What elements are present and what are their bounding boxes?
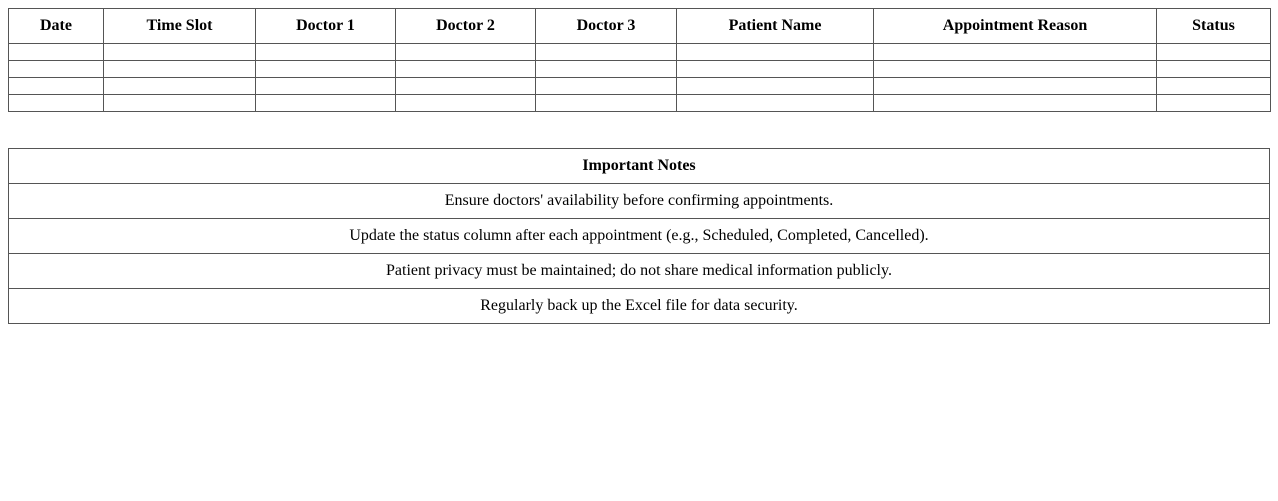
table-cell[interactable]: [396, 78, 536, 95]
table-cell[interactable]: [1157, 61, 1271, 78]
table-cell[interactable]: [677, 78, 874, 95]
list-item: [9, 254, 1270, 289]
table-cell[interactable]: [536, 78, 677, 95]
table-cell[interactable]: [874, 61, 1157, 78]
table-cell[interactable]: [396, 61, 536, 78]
schedule-header-row: [9, 9, 1271, 44]
table-row: [9, 61, 1271, 78]
table-cell[interactable]: [1157, 44, 1271, 61]
table-cell[interactable]: [874, 95, 1157, 112]
table-cell[interactable]: [536, 95, 677, 112]
table-cell[interactable]: [536, 61, 677, 78]
table-cell[interactable]: [9, 44, 104, 61]
table-row: [9, 95, 1271, 112]
important-notes-table: [8, 148, 1270, 324]
list-item: [9, 184, 1270, 219]
table-cell[interactable]: [104, 61, 256, 78]
appointment-schedule-table: [8, 8, 1271, 112]
header-status: Status: [1157, 9, 1271, 44]
table-cell[interactable]: [256, 95, 396, 112]
header-doctor-2: Doctor 2: [396, 9, 536, 44]
note-text: Ensure doctors' availability before confirming appointments.: [9, 184, 1270, 219]
table-cell[interactable]: [396, 95, 536, 112]
header-patient-name: Patient Name: [677, 9, 874, 44]
table-cell[interactable]: [874, 44, 1157, 61]
header-appointment-reason: Appointment Reason: [874, 9, 1157, 44]
table-cell[interactable]: [9, 78, 104, 95]
header-doctor-1: Doctor 1: [256, 9, 396, 44]
note-text: Regularly back up the Excel file for data security.: [9, 289, 1270, 324]
list-item: [9, 289, 1270, 324]
note-text: Patient privacy must be maintained; do not share medical information publicly.: [9, 254, 1270, 289]
list-item: [9, 219, 1270, 254]
table-cell[interactable]: [256, 44, 396, 61]
table-row: [9, 44, 1271, 61]
header-time-slot: Time Slot: [104, 9, 256, 44]
table-cell[interactable]: [874, 78, 1157, 95]
table-row: [9, 78, 1271, 95]
header-date: Date: [9, 9, 104, 44]
table-cell[interactable]: [1157, 95, 1271, 112]
notes-header-row: [9, 149, 1270, 184]
table-cell[interactable]: [104, 95, 256, 112]
table-cell[interactable]: [256, 61, 396, 78]
note-text: Update the status column after each appointment (e.g., Scheduled, Completed, Cancelled).: [9, 219, 1270, 254]
table-cell[interactable]: [9, 95, 104, 112]
table-cell[interactable]: [1157, 78, 1271, 95]
table-cell[interactable]: [396, 44, 536, 61]
table-cell[interactable]: [536, 44, 677, 61]
table-cell[interactable]: [104, 78, 256, 95]
table-cell[interactable]: [256, 78, 396, 95]
table-cell[interactable]: [677, 44, 874, 61]
header-doctor-3: Doctor 3: [536, 9, 677, 44]
table-cell[interactable]: [677, 95, 874, 112]
notes-title: Important Notes: [9, 149, 1270, 184]
table-cell[interactable]: [104, 44, 256, 61]
table-cell[interactable]: [677, 61, 874, 78]
table-cell[interactable]: [9, 61, 104, 78]
